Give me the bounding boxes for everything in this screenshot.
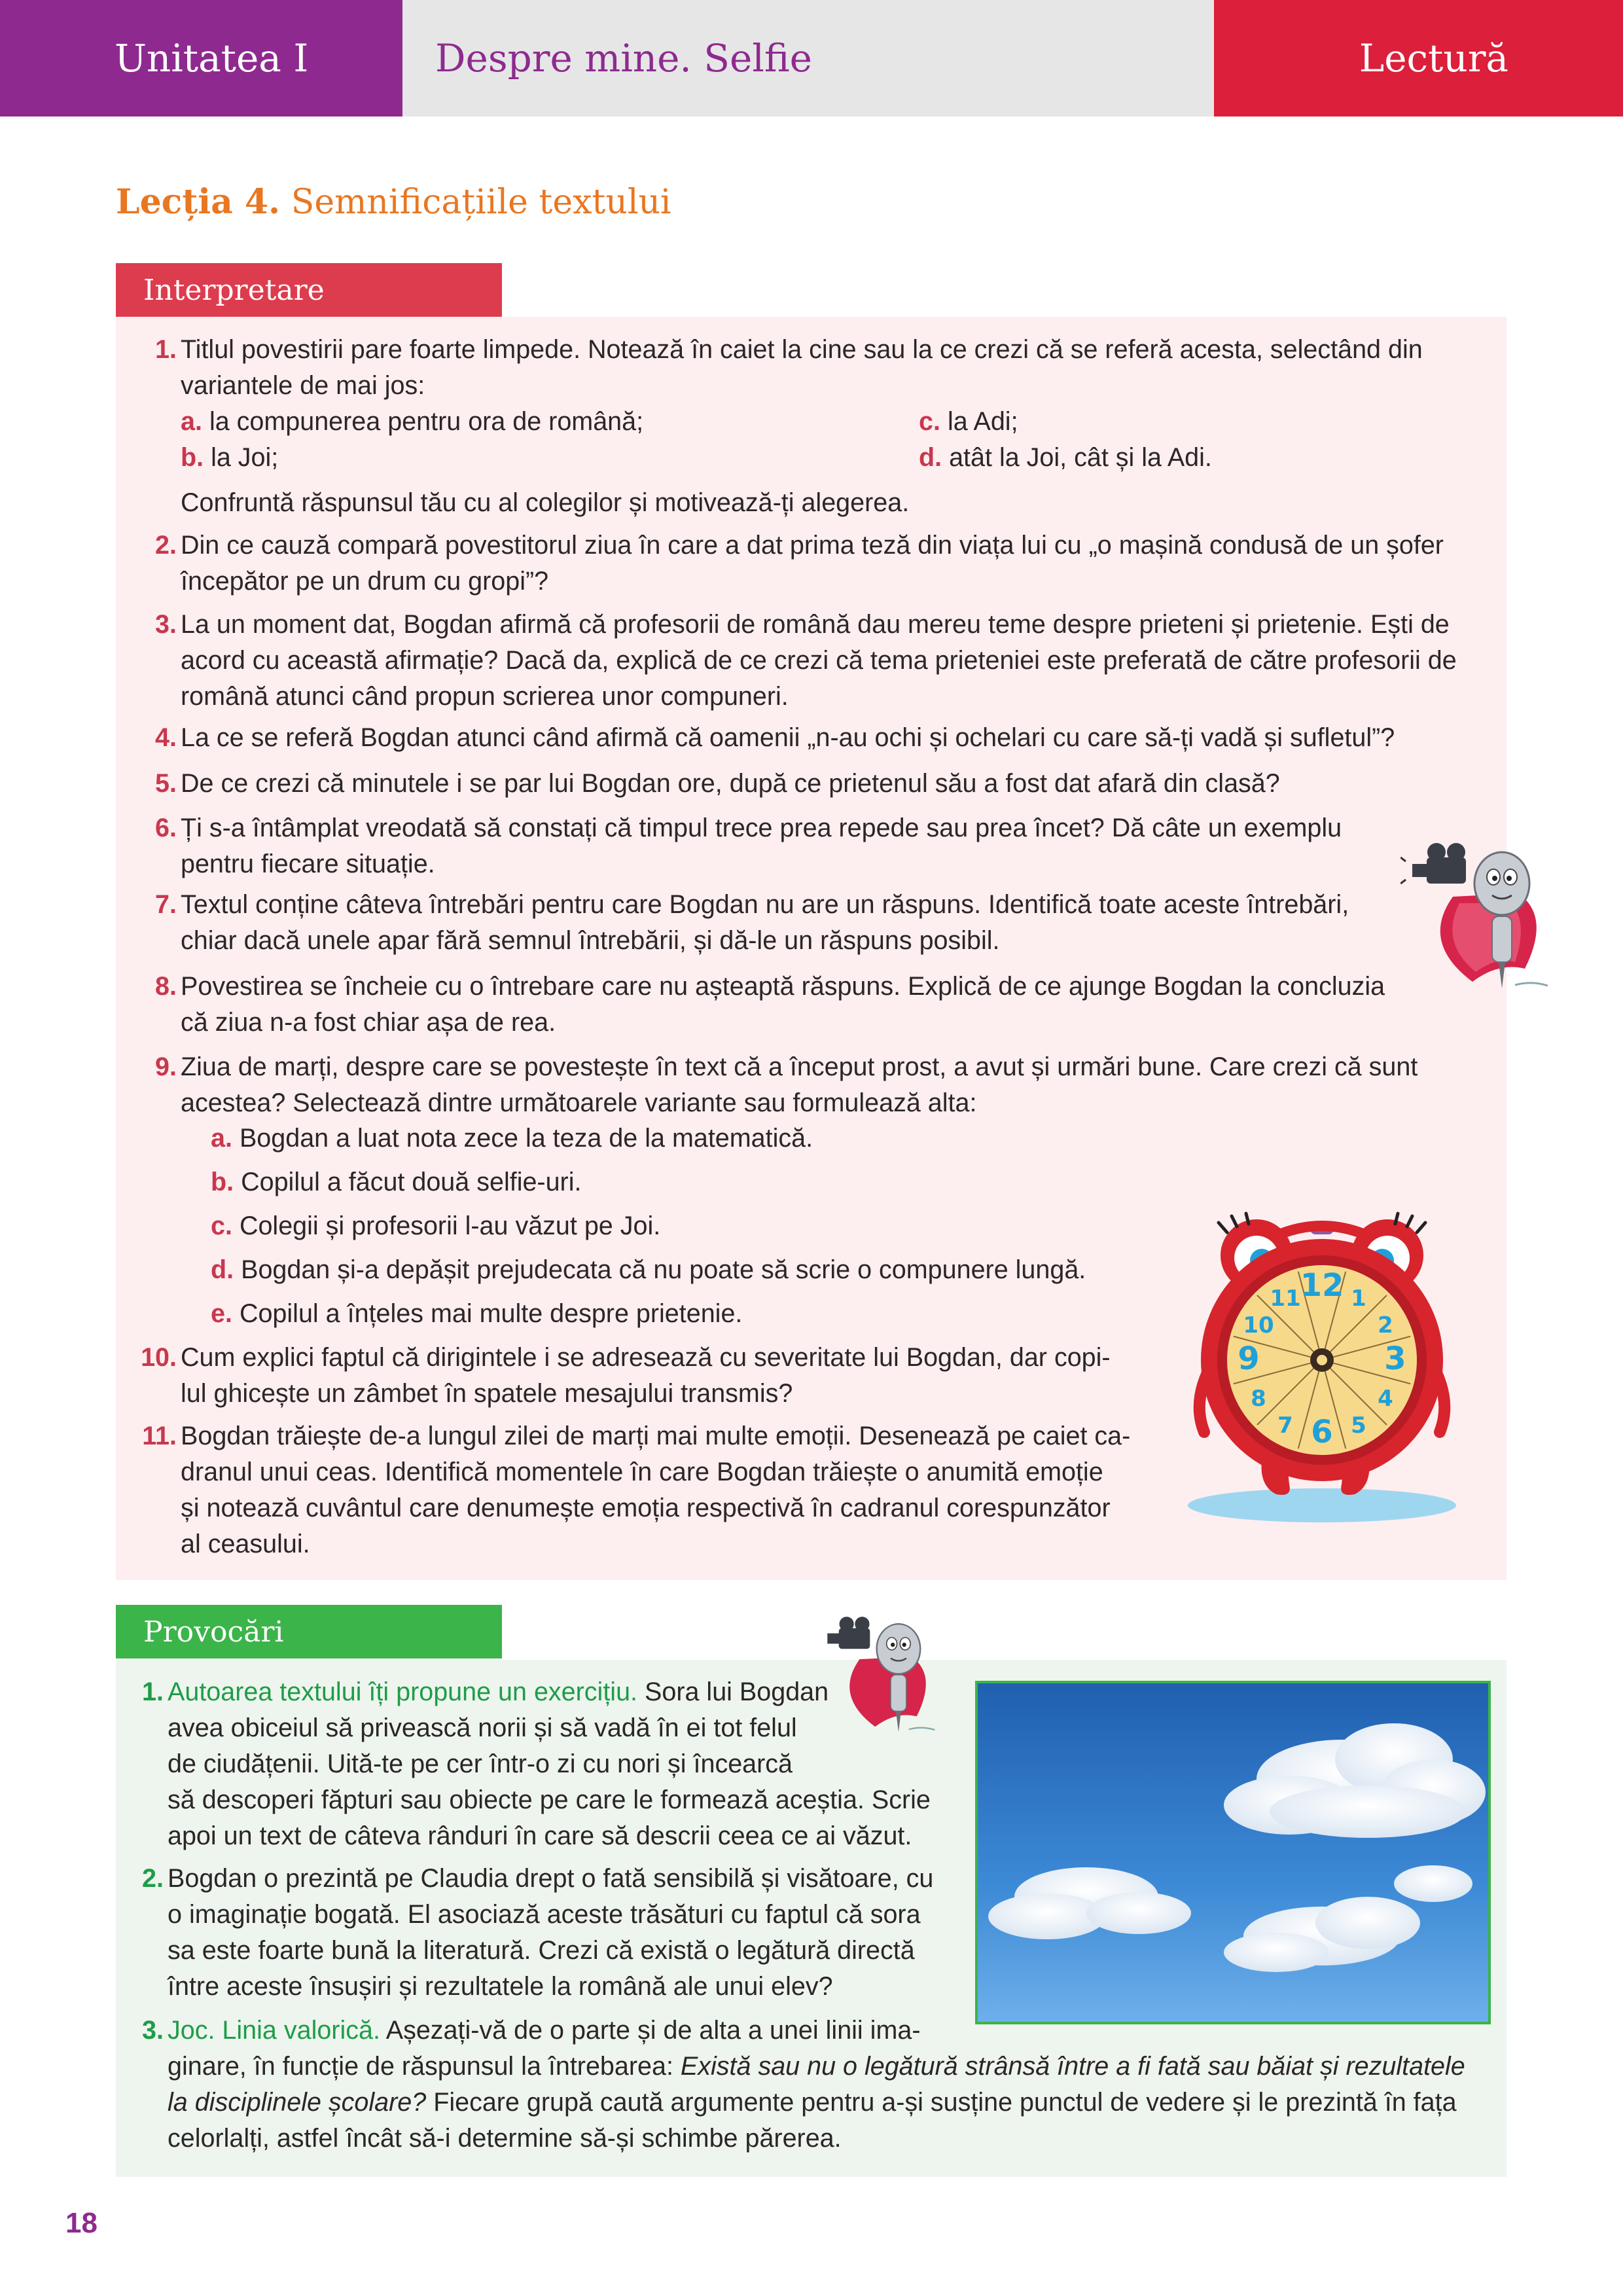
question-number: 3.: [155, 610, 177, 639]
question-number: 5.: [155, 769, 177, 798]
question-line: dranul unui ceas. Identifică momentele în care Bogdan trăiește o anumită emoție: [181, 1458, 1103, 1486]
clock-number: 2: [1378, 1312, 1393, 1338]
challenge-number: 3.: [142, 2016, 164, 2045]
option-b: [181, 440, 278, 476]
clock-number: 4: [1378, 1386, 1393, 1412]
clock-number: 10: [1243, 1312, 1274, 1338]
question-number: 10.: [141, 1343, 177, 1372]
question-line: Titlul povestirii pare foarte limpede. Notează în caiet la cine sau la ce crezi că se referă acesta, selectând din: [181, 335, 1423, 364]
interpretare-tab-label: Interpretare: [143, 273, 325, 307]
clouds-sky-image: [975, 1681, 1491, 2024]
question-7: [155, 887, 1349, 959]
option-d: [919, 440, 1212, 476]
challenge-text: Sora lui Bogdan: [637, 1677, 829, 1706]
question-line: lul ghicește un zâmbet în spatele mesajului transmis?: [181, 1379, 793, 1408]
challenge-question: Există sau nu o legătură strânsă între a fi fată sau băiat și rezultatele: [680, 2052, 1465, 2081]
question-2: [155, 528, 1444, 600]
header-section: [1214, 0, 1623, 117]
question-line: Din ce cauză compară povestitorul ziua în care a dat prima teză din viața lui cu „o mașină condusă de un șofer: [181, 531, 1444, 560]
question-number: 11.: [142, 1422, 177, 1450]
challenge-line: [168, 2085, 1465, 2121]
question-6: [155, 810, 1342, 882]
question-line: română atunci când propun scrierea unor compuneri.: [181, 682, 789, 711]
option-text: Colegii și profesorii l-au văzut pe Joi.: [239, 1211, 661, 1240]
challenge-lead: Joc. Linia valorică.: [168, 2016, 380, 2045]
challenge-line: apoi un text de câteva rânduri în care să descrii ceea ce ai văzut.: [168, 1821, 912, 1850]
challenge-3: [142, 2013, 1465, 2157]
option-letter: b.: [181, 443, 204, 472]
option-letter: c.: [919, 407, 940, 436]
question-line: începător pe un drum cu gropi”?: [181, 567, 549, 596]
option-c: [919, 404, 1018, 440]
lesson-title: [116, 182, 671, 222]
provocari-tab-label: Provocări: [143, 1615, 284, 1649]
lesson-name: Semnificațiile textului: [291, 183, 671, 222]
question-line: chiar dacă unele apar fără semnul întrebării, și dă-le un răspuns posibil.: [181, 926, 1000, 955]
question-line: Cum explici faptul că dirigintele i se adresează cu severitate lui Bogdan, dar copi-: [181, 1343, 1111, 1372]
clock-number: 6: [1311, 1414, 1333, 1450]
clock-number: 8: [1251, 1386, 1266, 1412]
question-line: și notează cuvântul care denumește emoția respectivă în cadranul corespunzător: [181, 1494, 1111, 1522]
option-c: [211, 1208, 660, 1244]
option-text: Copilul a înțeles mai multe despre prietenie.: [239, 1299, 743, 1328]
option-d: [211, 1252, 1086, 1288]
challenge-2: [142, 1861, 934, 2005]
question-number: 2.: [155, 531, 177, 560]
challenge-1: [142, 1674, 931, 1854]
question-line: Ți s-a întâmplat vreodată să constați că timpul trece prea repede sau prea încet? Dă câte un exemplu: [181, 814, 1342, 842]
question-number: 1.: [155, 335, 177, 364]
question-1-follow: Confruntă răspunsul tău cu al colegilor și motivează-ți alegerea.: [181, 488, 910, 517]
robot-mascot-icon: [1400, 831, 1590, 995]
clock-number: 1: [1351, 1285, 1366, 1312]
question-line: al ceasului.: [181, 1530, 310, 1558]
question-line: variantele de mai jos:: [181, 371, 425, 400]
option-letter: c.: [211, 1211, 232, 1240]
challenge-line: o imaginație bogată. El asociază aceste trăsături cu faptul că sora: [168, 1900, 921, 1929]
clock-number: 9: [1238, 1340, 1260, 1377]
challenge-text: Așezați-vă de o parte și de alta a unei linii ima-: [380, 2016, 921, 2045]
option-text: la Joi;: [211, 443, 279, 472]
question-5: [155, 766, 1280, 802]
option-letter: e.: [211, 1299, 232, 1328]
question-line: Bogdan trăiește de-a lungul zilei de marți mai multe emoții. Desenează pe caiet ca-: [181, 1422, 1131, 1450]
option-letter: a.: [181, 407, 202, 436]
interpretare-tab: [116, 263, 502, 317]
question-number: 9.: [155, 1052, 177, 1081]
alarm-clock-mascot-icon: [1178, 1203, 1466, 1524]
option-b: [211, 1164, 581, 1200]
challenge-text: ginare, în funcție de răspunsul la întrebarea:: [168, 2052, 681, 2081]
question-line: că ziua n-a fost chiar așa de rea.: [181, 1008, 556, 1037]
option-text: Copilul a făcut două selfie-uri.: [241, 1168, 582, 1196]
question-number: 4.: [155, 723, 177, 752]
option-a: [181, 404, 643, 440]
challenge-line: [168, 2013, 1465, 2049]
challenge-line: Bogdan o prezintă pe Claudia drept o fată sensibilă și visătoare, cu: [168, 1864, 934, 1893]
challenge-number: 1.: [142, 1677, 164, 1706]
unit-label: Unitatea I: [115, 36, 309, 81]
question-number: 8.: [155, 972, 177, 1001]
question-line: La ce se referă Bogdan atunci când afirmă că oamenii „n-au ochi și ochelari cu care să-ți vadă și sufletul”?: [181, 723, 1395, 752]
challenge-line: între aceste însușiri și rezultatele la română ale unui elev?: [168, 1972, 833, 2001]
challenge-question: la disciplinele școlare?: [168, 2088, 427, 2117]
question-8: [155, 969, 1385, 1041]
challenge-line: [168, 1674, 931, 1710]
page-number: 18: [65, 2207, 98, 2239]
provocari-tab: [116, 1605, 502, 1659]
option-text: Bogdan și-a depășit prejudecata că nu poate să scrie o compunere lungă.: [241, 1255, 1086, 1284]
question-number: 6.: [155, 814, 177, 842]
option-a: [211, 1121, 813, 1157]
challenge-line: sa este foarte bună la literatură. Crezi că există o legătură directă: [168, 1936, 915, 1965]
option-text: la Adi;: [947, 407, 1018, 436]
header-topic: [402, 0, 1214, 117]
question-9: [155, 1049, 1418, 1121]
question-3: [155, 607, 1457, 715]
challenge-line: celorlalți, astfel încât să-i determine să-și schimbe părerea.: [168, 2124, 842, 2153]
section-label: Lectură: [1359, 36, 1508, 81]
challenge-text: Fiecare grupă caută argumente pentru a-și susține punctul de vedere și le prezintă în fața: [426, 2088, 1457, 2117]
question-line: Povestirea se încheie cu o întrebare care nu așteaptă răspuns. Explică de ce ajunge Bogdan la concluzia: [181, 972, 1385, 1001]
option-letter: b.: [211, 1168, 234, 1196]
header-unit: [0, 0, 402, 117]
clock-number: 3: [1384, 1340, 1406, 1377]
question-line: Ziua de marți, despre care se povestește în text că a început prost, a avut și urmări bune. Care crezi că sunt: [181, 1052, 1418, 1081]
challenge-lead: Autoarea textului îți propune un exercițiu.: [168, 1677, 638, 1706]
option-e: [211, 1296, 742, 1332]
question-11: [142, 1418, 1131, 1562]
question-line: acestea? Selectează dintre următoarele variante sau formulează alta:: [181, 1088, 977, 1117]
question-1: [155, 332, 1423, 404]
challenge-number: 2.: [142, 1864, 164, 1893]
challenge-line: [168, 2049, 1465, 2085]
challenge-line: de ciudățenii. Uită-te pe cer într-o zi cu nori și încearcă: [168, 1749, 793, 1778]
option-text: atât la Joi, cât și la Adi.: [949, 443, 1212, 472]
lesson-label: Lecția 4.: [116, 182, 281, 222]
question-line: La un moment dat, Bogdan afirmă că profesorii de română dau mereu teme despre prieteni și prietenie. Ești de: [181, 610, 1450, 639]
option-letter: d.: [211, 1255, 234, 1284]
question-line: Textul conține câteva întrebări pentru care Bogdan nu are un răspuns. Identifică toate aceste întrebări,: [181, 890, 1349, 919]
option-letter: d.: [919, 443, 942, 472]
question-4: [155, 720, 1395, 756]
question-line: De ce crezi că minutele i se par lui Bogdan ore, după ce prietenul său a fost dat afară din clasă?: [181, 769, 1280, 798]
question-line: acord cu această afirmație? Dacă da, explică de ce crezi că tema prieteniei este preferată de către profesorii de: [181, 646, 1457, 675]
clock-number: 11: [1270, 1285, 1301, 1312]
question-line: pentru fiecare situație.: [181, 850, 435, 878]
option-letter: a.: [211, 1124, 232, 1153]
clock-number: 5: [1351, 1412, 1366, 1439]
clock-number: 7: [1277, 1412, 1293, 1439]
option-text: Bogdan a luat nota zece la teza de la matematică.: [239, 1124, 813, 1153]
question-number: 7.: [155, 890, 177, 919]
option-text: la compunerea pentru ora de română;: [209, 407, 644, 436]
question-10: [141, 1340, 1111, 1412]
challenge-line: să descoperi făpturi sau obiecte pe care le formează aceștia. Scrie: [168, 1785, 931, 1814]
topic-label: Despre mine. Selfie: [435, 36, 812, 81]
challenge-line: avea obiceiul să privească norii și să vadă în ei tot felul: [168, 1713, 797, 1742]
clock-number: 12: [1300, 1267, 1344, 1304]
